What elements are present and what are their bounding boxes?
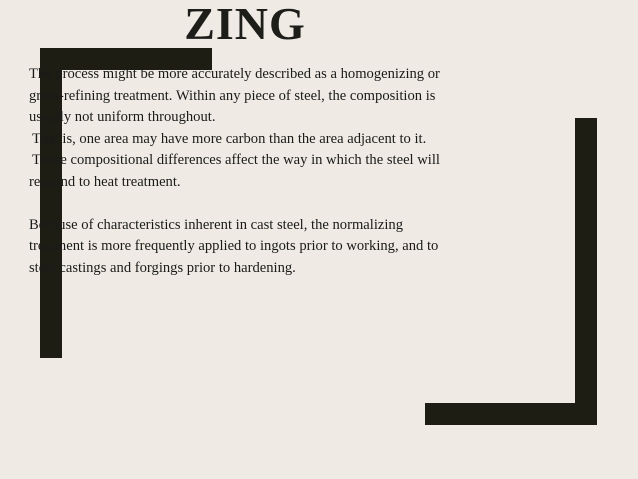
bottom-right-bracket-vertical [575,118,597,424]
text-line: These compositional differences affect the way in which the steel will [32,152,440,168]
text-line: usually not uniform throughout. [29,109,216,125]
paragraph-2 [29,215,499,280]
text-line: grain-refining treatment. Within any piece of steel, the composition is [29,87,436,104]
slide-title: ZING [184,0,306,49]
slide-body [29,64,499,279]
text-line: respond to heat treatment. [29,173,181,190]
text-line: steel castings and forgings prior to hardening. [29,259,296,276]
paragraph-1 [29,64,499,193]
paragraph-spacer [29,193,499,215]
bottom-right-bracket-horizontal [425,403,597,425]
text-line: treatment is more frequently applied to ingots prior to working, and to [29,238,439,254]
text-line: That is, one area may have more carbon than the area adjacent to it. [32,130,427,147]
text-line: Because of characteristics inherent in cast steel, the normalizing [29,216,404,233]
text-line: The process might be more accurately described as a homogenizing or [29,66,440,82]
